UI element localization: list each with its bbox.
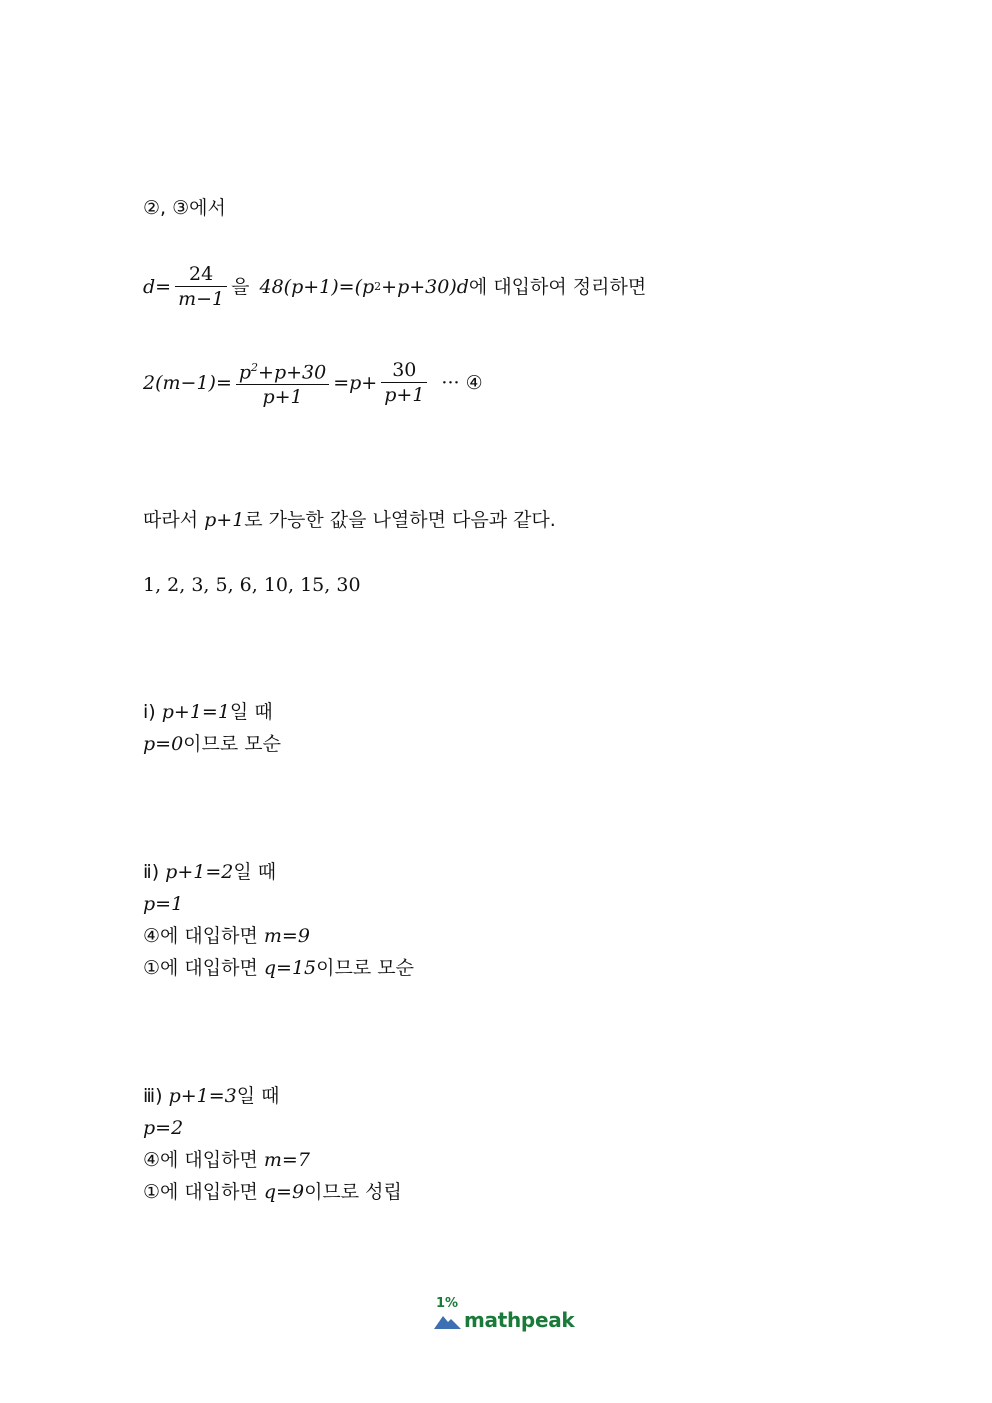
case-2-line-3: ①에 대입하면 q=15이므로 모순 <box>143 957 414 979</box>
equation-substitution <box>143 262 646 311</box>
eq2-frac2-numerator: 30 <box>381 358 427 383</box>
case-2-line-2: ④에 대입하면 m=9 <box>143 925 310 947</box>
eq2-frac1-numerator: $p^2+p+30$ <box>236 356 329 385</box>
mountain-icon <box>434 1314 462 1330</box>
case-3-line-2: ④에 대입하면 m=7 <box>143 1149 310 1171</box>
eq1-frac-denominator: m−1 <box>178 288 225 310</box>
eq1-lhs: d= <box>143 275 172 298</box>
eq1-tail: 에 대입하여 정리하면 <box>468 275 647 298</box>
eq1-particle: 을 <box>231 275 250 298</box>
case-1-heading: ⅰ) p+1=1일 때 <box>143 701 273 723</box>
step-header: ②, ③에서 <box>143 197 226 219</box>
eq1-frac-numerator: 24 <box>175 262 227 287</box>
case-2-heading: ⅱ) p+1=2일 때 <box>143 861 277 883</box>
values-list: 1, 2, 3, 5, 6, 10, 15, 30 <box>143 574 361 596</box>
eq1-expr-b: +p+30)d <box>381 275 469 298</box>
case-3-line-3: ①에 대입하면 q=9이므로 성립 <box>143 1181 402 1203</box>
logo-percent: 1% <box>436 1296 459 1311</box>
eq2-fraction-1 <box>236 356 329 409</box>
mathpeak-logo <box>434 1296 574 1336</box>
eq1-exponent: 2 <box>374 279 382 293</box>
case-2-line-1: p=1 <box>143 893 184 915</box>
equation-result <box>143 356 483 409</box>
eq2-fraction-2 <box>381 358 427 407</box>
conclusion-pre: 따라서 <box>143 509 205 531</box>
eq2-frac2-denominator: p+1 <box>384 384 425 407</box>
conclusion-sentence <box>143 508 556 532</box>
eq2-frac1-denominator: p+1 <box>262 386 303 409</box>
logo-wordmark: mathpeak <box>464 1308 575 1332</box>
case-3-line-1: p=2 <box>143 1117 184 1139</box>
eq2-lhs: 2(m−1)= <box>143 371 232 394</box>
conclusion-post: 로 가능한 값을 나열하면 다음과 같다. <box>244 509 556 531</box>
case-3-heading: ⅲ) p+1=3일 때 <box>143 1085 280 1107</box>
eq2-mid: =p+ <box>333 371 378 394</box>
eq1-fraction <box>175 262 227 311</box>
eq2-tag: ··· ④ <box>441 371 483 394</box>
conclusion-var: p+1 <box>204 509 245 531</box>
case-1-line-1: p=0이므로 모순 <box>143 733 281 755</box>
eq1-expr-a: 48(p+1)=(p <box>259 275 375 298</box>
